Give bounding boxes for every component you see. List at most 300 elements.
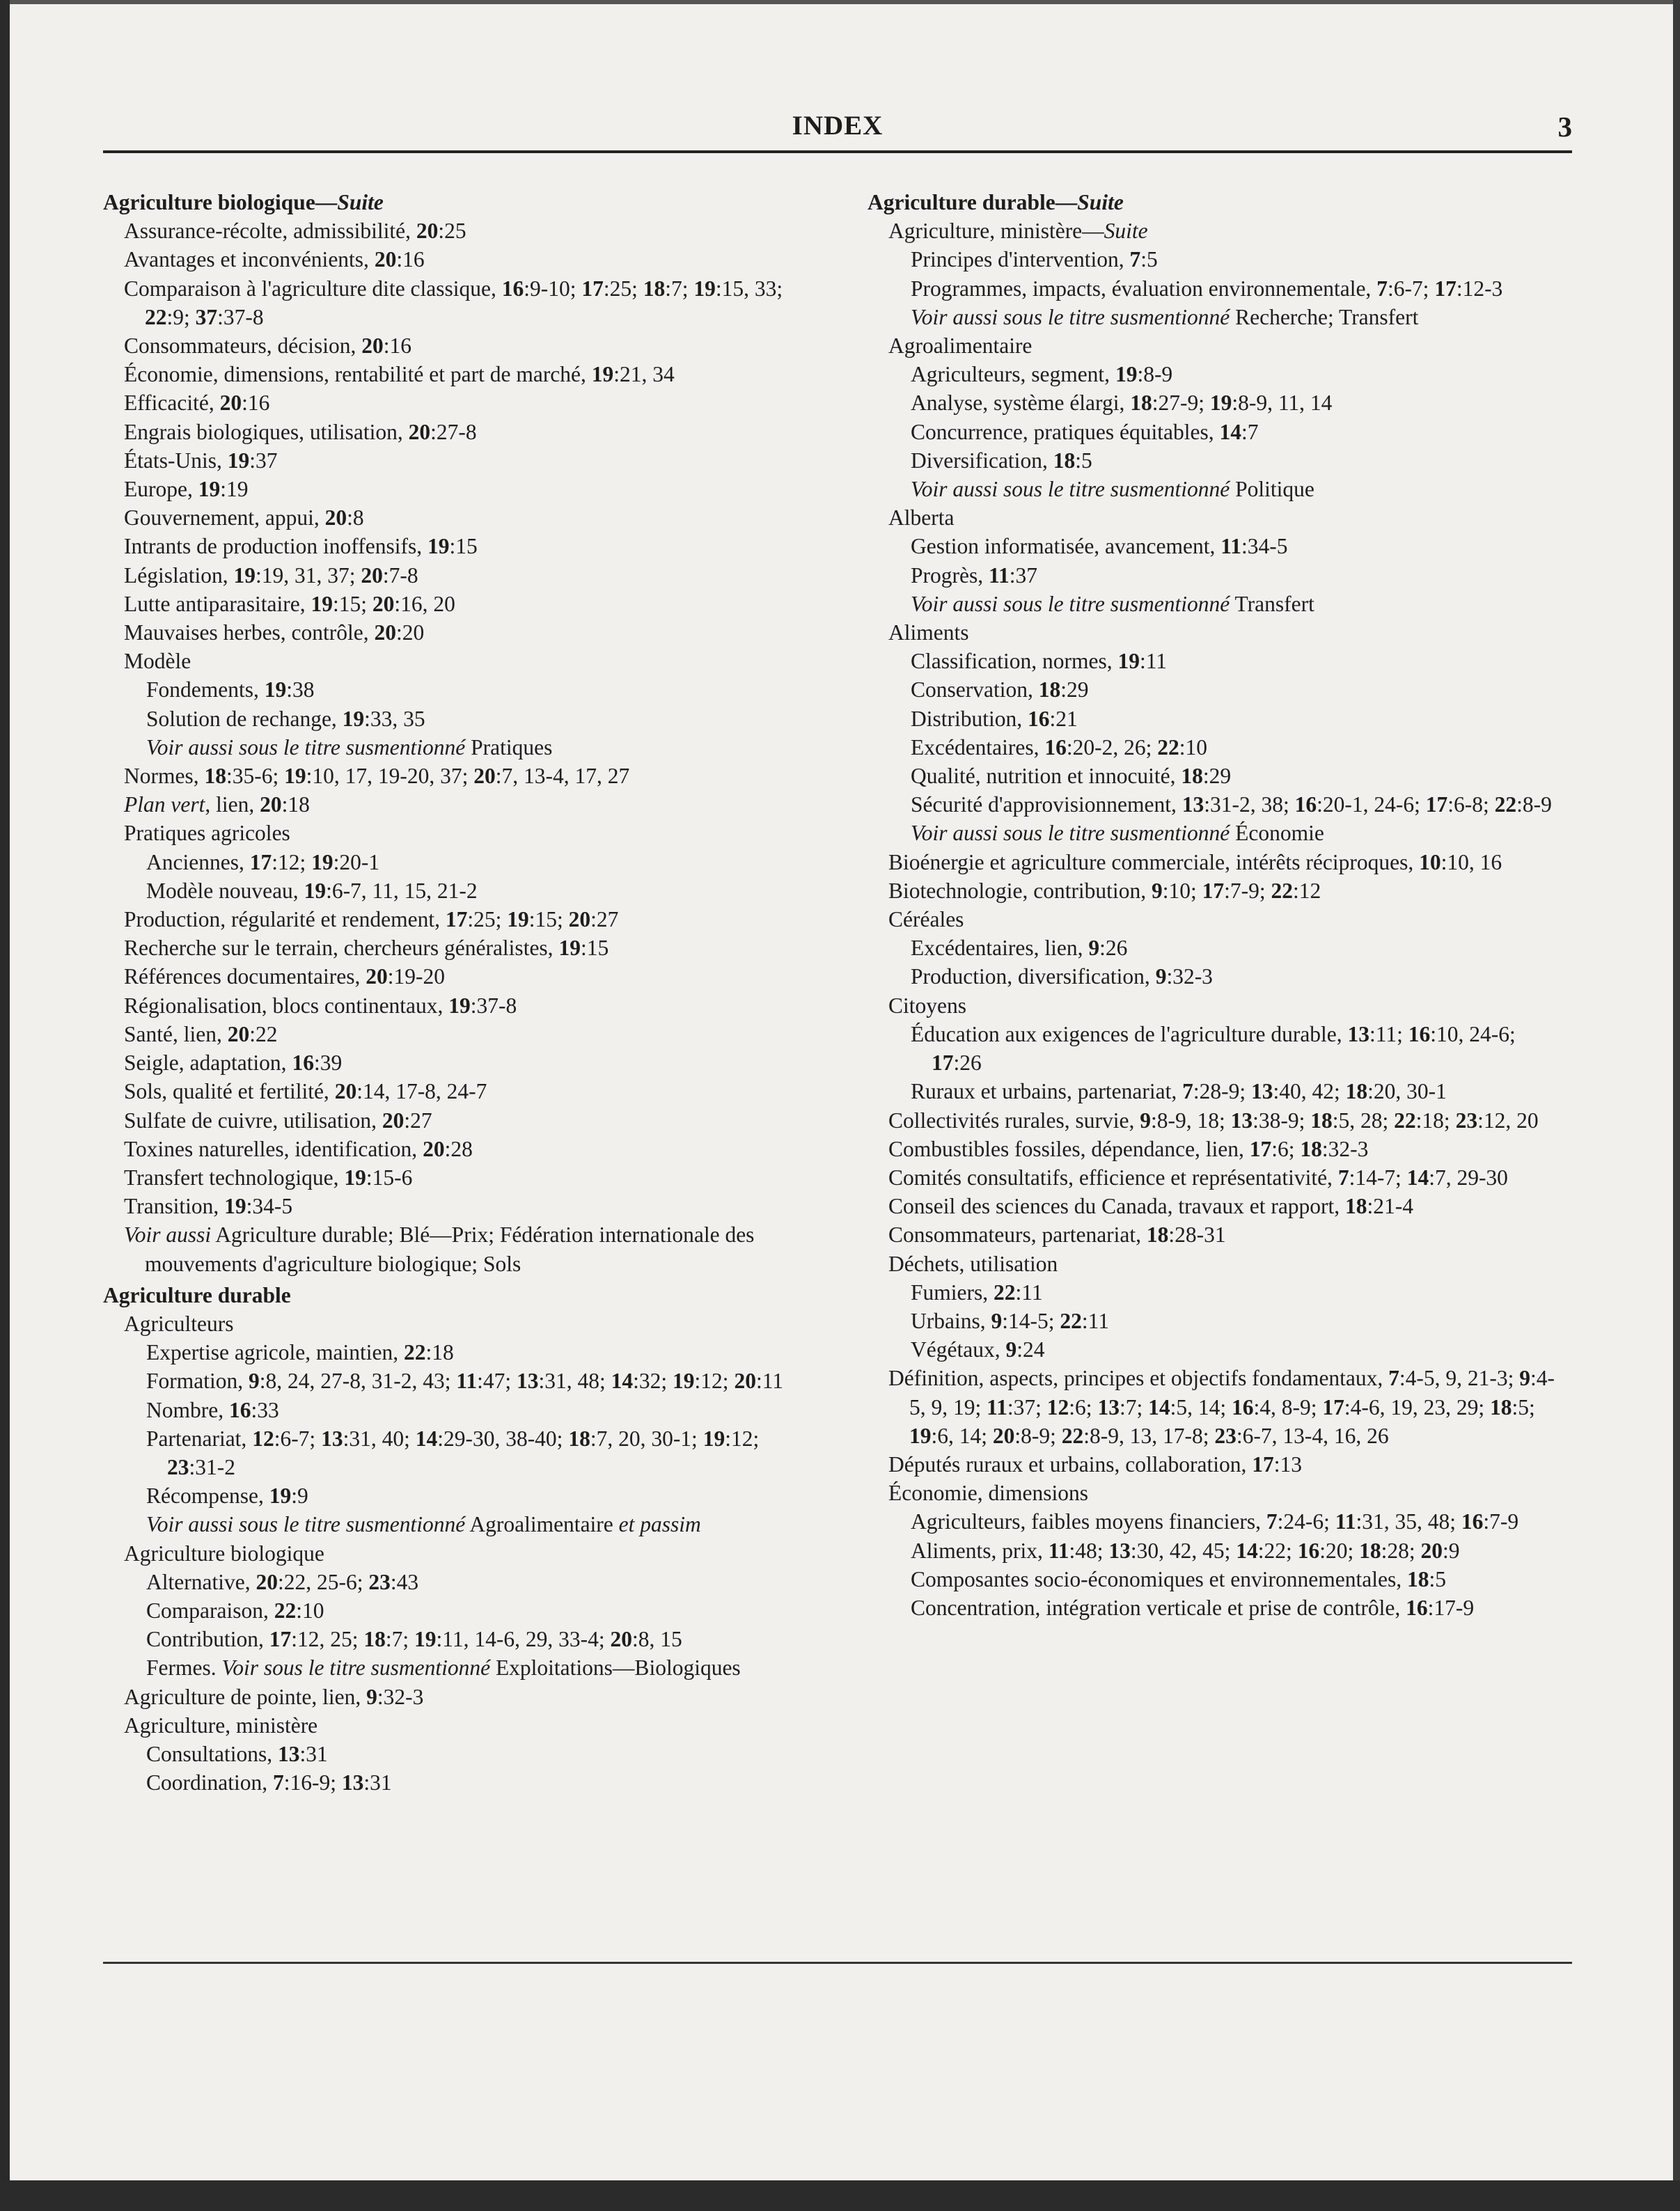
- entry-text: :31-2, 38;: [1204, 792, 1295, 817]
- entry-text: 17: [1252, 1451, 1274, 1477]
- entry-text: :47;: [477, 1369, 517, 1394]
- entry-text: :12;: [272, 849, 312, 874]
- entry-text: 19: [702, 1426, 725, 1451]
- entry-text: 17: [1434, 276, 1457, 301]
- entry-text: :22, 25-6;: [277, 1569, 369, 1594]
- entry-text: Formation,: [146, 1369, 249, 1394]
- index-entry: [888, 905, 1571, 934]
- entry-text: :10: [1179, 734, 1208, 760]
- entry-text: :5: [1140, 247, 1158, 272]
- scan-edge-top: [0, 0, 1680, 4]
- entry-text: Recherche sur le terrain, chercheurs généralistes,: [124, 936, 559, 961]
- entry-text: Transfert technologique,: [124, 1165, 345, 1190]
- entry-text: :25;: [467, 907, 508, 932]
- index-entry: [888, 1106, 1571, 1135]
- index-entry: [888, 1250, 1571, 1278]
- index-entry: [911, 1307, 1571, 1335]
- entry-text: :20-1, 24-6;: [1317, 792, 1426, 817]
- entry-text: :9-10;: [524, 276, 582, 301]
- index-entry: [888, 1135, 1571, 1163]
- entry-text: :37-8: [217, 304, 264, 329]
- entry-text: :12-3: [1456, 276, 1503, 301]
- index-entry: [888, 1450, 1571, 1479]
- index-entry: [146, 1424, 799, 1481]
- entry-text: Expertise agricole, maintien,: [146, 1340, 404, 1365]
- entry-text: 17: [581, 276, 604, 301]
- entry-text: :20-2, 26;: [1066, 734, 1158, 760]
- entry-text: :21, 34: [613, 362, 675, 387]
- entry-text: Politique: [1230, 477, 1314, 502]
- entry-text: 22: [994, 1280, 1016, 1305]
- entry-text: 7: [1337, 1165, 1349, 1190]
- entry-text: :43: [390, 1569, 419, 1594]
- entry-text: 14: [1219, 419, 1241, 444]
- entry-text: 19: [507, 907, 529, 932]
- entry-text: :9;: [166, 304, 196, 329]
- entry-text: 19: [233, 562, 256, 588]
- entry-text: Agroalimentaire: [465, 1512, 619, 1537]
- entry-text: Économie, dimensions, rentabilité et part de marché,: [124, 362, 592, 387]
- entry-text: 9: [1151, 878, 1163, 903]
- entry-text: :20, 30-1: [1367, 1079, 1447, 1104]
- entry-text: 23: [167, 1454, 189, 1479]
- index-entry: [888, 1220, 1571, 1249]
- entry-text: Exploitations—Biologiques: [490, 1655, 741, 1681]
- entry-text: 20: [734, 1369, 756, 1394]
- entry-text: 16: [1406, 1595, 1428, 1620]
- entry-text: 13: [1097, 1394, 1120, 1419]
- entry-text: :31, 35, 48;: [1356, 1509, 1461, 1534]
- entry-text: :14, 17-8, 24-7: [356, 1079, 487, 1104]
- entry-text: 11: [1335, 1509, 1356, 1534]
- entry-text: Nombre,: [146, 1397, 229, 1422]
- entry-text: Progrès,: [911, 562, 989, 588]
- entry-text: :37: [1009, 562, 1038, 588]
- entry-text: :32;: [633, 1369, 673, 1394]
- entry-text: 16: [292, 1051, 314, 1076]
- index-entry: [888, 618, 1571, 647]
- index-entry: [911, 1536, 1571, 1565]
- entry-text: 18: [1181, 764, 1203, 789]
- entry-text: 19: [414, 1627, 437, 1652]
- index-entry: [124, 1163, 799, 1192]
- entry-text: :20;: [1319, 1538, 1360, 1563]
- entry-text: Engrais biologiques, utilisation,: [124, 419, 409, 444]
- entry-text: :29: [1202, 764, 1232, 789]
- entry-text: 9: [249, 1369, 260, 1394]
- entry-text: :26: [953, 1051, 982, 1076]
- entry-text: :6, 14;: [931, 1423, 993, 1448]
- entry-text: :28;: [1381, 1538, 1421, 1563]
- entry-text: Récompense,: [146, 1484, 269, 1509]
- entry-text: :8-9: [1137, 362, 1173, 387]
- entry-text: Efficacité,: [124, 391, 220, 416]
- entry-text: :28-31: [1168, 1222, 1226, 1248]
- entry-text: :27: [590, 907, 619, 932]
- entry-text: 18: [568, 1426, 590, 1451]
- entry-text: 22: [1494, 792, 1517, 817]
- entry-text: :7-9: [1483, 1509, 1519, 1534]
- index-entry: [124, 1048, 799, 1077]
- entry-text: :4-5, 9, 19;: [909, 1366, 1555, 1419]
- entry-text: 11: [989, 562, 1010, 588]
- entry-text: 14: [1148, 1394, 1170, 1419]
- header-rule: [103, 150, 1572, 153]
- index-entry: [146, 1396, 799, 1424]
- entry-text: 20: [408, 419, 431, 444]
- entry-text: 19: [198, 477, 221, 502]
- index-entry: [911, 561, 1571, 590]
- entry-text: 19: [227, 448, 250, 473]
- entry-text: 20: [416, 219, 439, 244]
- entry-text: Agriculteurs, faibles moyens financiers,: [911, 1509, 1266, 1534]
- entry-text: 7: [1388, 1366, 1399, 1391]
- index-entry: [124, 934, 799, 962]
- entry-text: Programmes, impacts, évaluation environnementale,: [911, 276, 1377, 301]
- entry-text: :29-30, 38-40;: [437, 1426, 569, 1451]
- index-entry: [124, 532, 799, 560]
- entry-text: :8-9, 11, 14: [1232, 391, 1333, 416]
- entry-text: 16: [1028, 706, 1050, 731]
- entry-text: :15;: [528, 907, 569, 932]
- entry-text: Lutte antiparasitaire,: [124, 591, 311, 616]
- entry-text: :11: [1081, 1308, 1109, 1333]
- index-entry: [124, 217, 799, 245]
- entry-text: :16: [396, 247, 425, 272]
- entry-text: Agriculture biologique—: [103, 190, 338, 214]
- entry-text: :18: [281, 792, 310, 817]
- entry-text: 7: [1266, 1509, 1278, 1534]
- index-entry: [911, 762, 1571, 790]
- entry-text: Consommateurs, décision,: [124, 333, 362, 359]
- entry-text: 19: [673, 1369, 695, 1394]
- entry-text: :4-6, 19, 23, 29;: [1344, 1394, 1490, 1419]
- index-heading: [103, 1281, 799, 1309]
- entry-text: :5, 14;: [1170, 1394, 1232, 1419]
- entry-text: Aliments: [888, 620, 969, 645]
- index-entry: [124, 819, 799, 847]
- entry-text: :4-5, 9, 21-3;: [1399, 1366, 1520, 1391]
- index-entry: [124, 1077, 799, 1106]
- entry-text: 22: [1060, 1308, 1082, 1333]
- entry-text: Agriculture de pointe, lien,: [124, 1684, 367, 1709]
- entry-text: :16, 20: [394, 591, 455, 616]
- entry-text: :20-1: [333, 849, 380, 874]
- entry-text: Éducation aux exigences de l'agriculture durable,: [911, 1021, 1348, 1046]
- index-entry: [911, 1278, 1571, 1307]
- entry-text: 20: [372, 591, 395, 616]
- entry-text: et passim: [618, 1512, 701, 1537]
- index-entry: [124, 331, 799, 360]
- index-entry: [911, 705, 1571, 733]
- entry-text: :22;: [1257, 1538, 1298, 1563]
- index-entry: [124, 790, 799, 819]
- entry-text: Distribution,: [911, 706, 1028, 731]
- entry-text: 20: [1420, 1538, 1443, 1563]
- entry-text: :37;: [1007, 1394, 1047, 1419]
- index-entry: [888, 331, 1571, 360]
- index-entry: [911, 1594, 1571, 1622]
- entry-text: 14: [1406, 1165, 1429, 1190]
- index-entry: [146, 1367, 799, 1395]
- entry-text: 18: [1053, 448, 1076, 473]
- entry-text: Alberta: [888, 505, 955, 530]
- entry-text: Voir aussi sous le titre susmentionné: [911, 591, 1230, 616]
- entry-text: :7;: [385, 1627, 415, 1652]
- entry-text: 19: [427, 534, 450, 559]
- entry-text: :34-5: [246, 1194, 293, 1219]
- entry-text: 18: [1300, 1136, 1322, 1161]
- entry-text: 23: [368, 1569, 391, 1594]
- scan-edge-bottom: [0, 2180, 1680, 2211]
- index-entry: [146, 876, 799, 905]
- entry-text: Biotechnologie, contribution,: [888, 878, 1152, 903]
- index-entry: [911, 819, 1571, 847]
- index-entry: [911, 1565, 1571, 1594]
- entry-text: Qualité, nutrition et innocuité,: [911, 764, 1182, 789]
- index-entry: [146, 1481, 799, 1510]
- entry-text: :11: [1015, 1280, 1043, 1305]
- entry-text: 20: [219, 391, 242, 416]
- index-entry: [888, 1192, 1571, 1220]
- running-head: [103, 110, 1572, 152]
- entry-text: 12: [1046, 1394, 1069, 1419]
- entry-text: Agriculture biologique: [124, 1541, 324, 1566]
- entry-text: 16: [228, 1397, 251, 1422]
- entry-text: 9: [1519, 1366, 1531, 1391]
- entry-text: Analyse, système élargi,: [911, 391, 1131, 416]
- entry-text: 16: [1294, 792, 1317, 817]
- entry-text: Comités consultatifs, efficience et représentativité,: [888, 1165, 1338, 1190]
- entry-text: :22: [249, 1021, 278, 1046]
- entry-text: Agriculture durable; Blé—Prix; Fédération internationale des mouvements d'agriculture biologique; Sols: [145, 1222, 755, 1276]
- index-entry: [911, 733, 1571, 762]
- index-entry: [124, 475, 799, 503]
- entry-text: 22: [1271, 878, 1293, 903]
- index-entry: [124, 762, 799, 790]
- entry-text: :4, 8-9;: [1253, 1394, 1323, 1419]
- entry-text: 19: [1117, 649, 1140, 674]
- index-entry: [146, 1653, 799, 1682]
- entry-text: :31, 48;: [538, 1369, 611, 1394]
- index-entry: [911, 418, 1571, 446]
- entry-text: 19: [311, 591, 333, 616]
- entry-text: Régionalisation, blocs continentaux,: [124, 993, 449, 1018]
- entry-text: :7: [1241, 419, 1259, 444]
- entry-text: Agriculteurs: [124, 1311, 234, 1336]
- entry-text: :15, 33;: [715, 276, 783, 301]
- index-entry: [911, 790, 1571, 819]
- entry-text: Intrants de production inoffensifs,: [124, 534, 427, 559]
- entry-text: :8-9;: [1014, 1423, 1062, 1448]
- entry-text: 20: [992, 1423, 1015, 1448]
- entry-text: :16: [383, 333, 411, 359]
- entry-text: Végétaux,: [911, 1337, 1006, 1362]
- entry-text: :31: [299, 1741, 328, 1766]
- entry-text: :8, 15: [632, 1627, 682, 1652]
- entry-text: :7, 20, 30-1;: [590, 1426, 703, 1451]
- entry-text: :6-7, 11, 15, 21-2: [326, 878, 478, 903]
- entry-text: 18: [1130, 391, 1152, 416]
- entry-text: 13: [517, 1369, 539, 1394]
- entry-text: Aliments, prix,: [911, 1538, 1049, 1563]
- entry-text: :24-6;: [1277, 1509, 1335, 1534]
- entry-text: 20: [256, 1569, 278, 1594]
- entry-text: :48;: [1069, 1538, 1109, 1563]
- index-column-left: [103, 188, 799, 1797]
- entry-text: 19: [1115, 362, 1138, 387]
- entry-text: :33, 35: [364, 706, 425, 731]
- index-entry: [146, 1768, 799, 1797]
- entry-text: 13: [1108, 1538, 1131, 1563]
- entry-text: Bioénergie et agriculture commerciale, intérêts réciproques,: [888, 849, 1420, 874]
- entry-text: 17: [269, 1627, 292, 1652]
- entry-text: 17: [1249, 1136, 1272, 1161]
- entry-text: :17-9: [1427, 1595, 1475, 1620]
- entry-text: 17: [1425, 792, 1448, 817]
- index-entry: [124, 618, 799, 647]
- entry-text: Fumiers,: [911, 1280, 994, 1305]
- entry-text: 9: [1088, 936, 1100, 961]
- entry-text: 7: [1182, 1079, 1193, 1104]
- index-entry: [124, 1711, 799, 1740]
- index-entry: [124, 962, 799, 991]
- scan-edge-left: [0, 0, 10, 2211]
- entry-text: :21-4: [1367, 1194, 1414, 1219]
- index-entry: [888, 1163, 1571, 1192]
- entry-text: Sols, qualité et fertilité,: [124, 1079, 335, 1104]
- entry-text: :10: [296, 1598, 324, 1623]
- entry-text: 18: [1038, 677, 1061, 702]
- index-entry: [124, 590, 799, 618]
- entry-text: Production, régularité et rendement,: [124, 907, 446, 932]
- entry-text: Consommateurs, partenariat,: [888, 1222, 1147, 1248]
- entry-text: Définition, aspects, principes et objectifs fondamentaux,: [888, 1366, 1389, 1391]
- entry-text: :10, 16: [1440, 849, 1502, 874]
- entry-text: Santé, lien,: [124, 1021, 228, 1046]
- entry-text: :34-5: [1241, 534, 1288, 559]
- entry-text: 22: [1061, 1423, 1084, 1448]
- entry-text: :5: [1075, 448, 1092, 473]
- entry-text: :27: [404, 1108, 432, 1133]
- entry-text: 20: [260, 792, 282, 817]
- entry-text: Sécurité d'approvisionnement,: [911, 792, 1182, 817]
- entry-text: Mauvaises herbes, contrôle,: [124, 620, 375, 645]
- index-entry: [124, 418, 799, 446]
- entry-text: :6;: [1069, 1394, 1098, 1419]
- entry-text: 9: [1140, 1108, 1152, 1133]
- entry-text: 19: [264, 677, 287, 702]
- entry-text: Production, diversification,: [911, 964, 1156, 989]
- index-column-right: [868, 188, 1571, 1622]
- entry-text: Voir aussi sous le titre susmentionné: [911, 477, 1230, 502]
- entry-text: Comparaison à l'agriculture dite classique,: [124, 276, 502, 301]
- entry-text: Toxines naturelles, identification,: [124, 1136, 423, 1161]
- entry-text: Europe,: [124, 477, 198, 502]
- entry-text: 22: [1394, 1108, 1416, 1133]
- entry-text: :7;: [665, 276, 694, 301]
- index-entry: [124, 1106, 799, 1135]
- entry-text: Références documentaires,: [124, 964, 366, 989]
- index-entry: [888, 1364, 1571, 1450]
- entry-text: :16: [242, 391, 270, 416]
- entry-text: 11: [456, 1369, 478, 1394]
- entry-text: Assurance-récolte, admissibilité,: [124, 219, 416, 244]
- entry-text: :38-9;: [1253, 1108, 1311, 1133]
- index-entry: [911, 303, 1571, 331]
- entry-text: 22: [145, 304, 167, 329]
- entry-text: :10, 17, 19-20, 37;: [306, 764, 474, 789]
- entry-text: Législation,: [124, 562, 234, 588]
- entry-text: Principes d'intervention,: [911, 247, 1130, 272]
- entry-text: Seigle, adaptation,: [124, 1051, 292, 1076]
- index-entry: [124, 1539, 799, 1568]
- index-entry: [146, 1510, 799, 1539]
- entry-text: Comparaison,: [146, 1598, 274, 1623]
- entry-text: :9: [1442, 1538, 1460, 1563]
- entry-text: :6;: [1271, 1136, 1301, 1161]
- entry-text: 22: [274, 1598, 297, 1623]
- index-entry: [124, 647, 799, 675]
- index-entry: [124, 1309, 799, 1338]
- entry-text: Consultations,: [146, 1741, 278, 1766]
- entry-text: Excédentaires, lien,: [911, 936, 1089, 961]
- entry-text: 17: [932, 1051, 954, 1076]
- entry-text: :15: [449, 534, 478, 559]
- index-heading: [868, 188, 1571, 217]
- index-entry: [124, 274, 799, 331]
- entry-text: :6-7, 13-4, 16, 26: [1236, 1423, 1389, 1448]
- entry-text: 19: [344, 1165, 366, 1190]
- entry-text: :28: [444, 1136, 473, 1161]
- entry-text: 7: [1129, 247, 1141, 272]
- index-entry: [911, 388, 1571, 417]
- entry-text: :7, 29-30: [1429, 1165, 1508, 1190]
- entry-text: 37: [195, 304, 218, 329]
- entry-text: 10: [1419, 849, 1441, 874]
- entry-text: Déchets, utilisation: [888, 1251, 1058, 1276]
- entry-text: Députés ruraux et urbains, collaboration,: [888, 1451, 1253, 1477]
- entry-text: 23: [1455, 1108, 1478, 1133]
- entry-text: :8-9, 18;: [1151, 1108, 1231, 1133]
- entry-text: :21: [1049, 706, 1078, 731]
- index-entry: [146, 675, 799, 704]
- entry-text: 17: [249, 849, 272, 874]
- index-entry: [911, 475, 1571, 503]
- entry-text: Agriculture durable—: [868, 190, 1078, 214]
- entry-text: 19: [693, 276, 716, 301]
- entry-text: :31, 40;: [343, 1426, 416, 1451]
- entry-text: 22: [1157, 734, 1179, 760]
- entry-text: 18: [1310, 1108, 1333, 1133]
- entry-text: 12: [252, 1426, 274, 1451]
- entry-text: :31: [363, 1770, 392, 1795]
- entry-text: 14: [1236, 1538, 1258, 1563]
- entry-text: :8-9: [1516, 792, 1552, 817]
- index-entry: [911, 274, 1571, 303]
- index-entry: [911, 245, 1571, 274]
- entry-text: Conservation,: [911, 677, 1039, 702]
- index-entry: [888, 503, 1571, 532]
- entry-text: :8-9, 13, 17-8;: [1083, 1423, 1215, 1448]
- entry-text: 17: [445, 907, 468, 932]
- entry-text: Céréales: [888, 907, 964, 932]
- entry-text: 20: [324, 505, 347, 530]
- entry-text: 20: [423, 1136, 445, 1161]
- entry-text: 13: [321, 1426, 343, 1451]
- entry-text: :13: [1273, 1451, 1302, 1477]
- entry-text: :31-2: [189, 1454, 235, 1479]
